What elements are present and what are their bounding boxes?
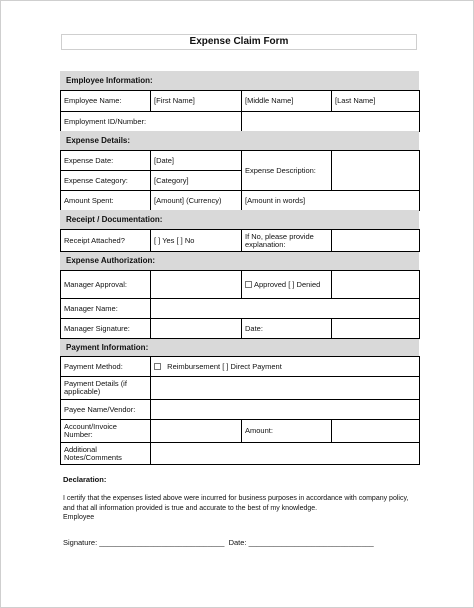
payment-method-label: Payment Method: bbox=[61, 357, 151, 377]
payee-name-label: Payee Name/Vendor: bbox=[61, 400, 151, 420]
signature-date-line[interactable]: Signature: ______________________________ Date: ______________________________ bbox=[63, 538, 374, 547]
last-name-field[interactable]: [Last Name] bbox=[332, 91, 420, 112]
reimbursement-checkbox-icon[interactable] bbox=[154, 363, 161, 370]
authorization-date-label: Date: bbox=[242, 319, 332, 339]
manager-signature-label: Manager Signature: bbox=[61, 319, 151, 339]
approval-options[interactable] bbox=[242, 271, 332, 299]
expense-category-label: Expense Category: bbox=[61, 171, 151, 191]
expense-date-field[interactable]: [Date] bbox=[151, 151, 242, 171]
payment-details-field[interactable] bbox=[151, 377, 420, 400]
payee-name-field[interactable] bbox=[151, 400, 420, 420]
section-expense-details: Expense Details: bbox=[60, 131, 419, 150]
additional-notes-label: Additional Notes/Comments bbox=[61, 443, 151, 465]
account-invoice-field[interactable] bbox=[151, 420, 242, 443]
manager-name-label: Manager Name: bbox=[61, 299, 151, 319]
payment-method-options[interactable] bbox=[151, 357, 420, 377]
payment-amount-label: Amount: bbox=[242, 420, 332, 443]
section-receipt-documentation: Receipt / Documentation: bbox=[60, 210, 419, 229]
expense-date-label: Expense Date: bbox=[61, 151, 151, 171]
receipt-yes-no-options[interactable]: [ ] Yes [ ] No bbox=[151, 230, 242, 252]
employee-table bbox=[60, 90, 420, 132]
receipt-explanation-label: If No, please provide explanation: bbox=[242, 230, 332, 252]
first-name-field[interactable]: [First Name] bbox=[151, 91, 242, 112]
amount-in-words-field[interactable]: [Amount in words] bbox=[242, 191, 420, 211]
manager-approval-field[interactable] bbox=[151, 271, 242, 299]
approved-checkbox-icon[interactable] bbox=[245, 281, 252, 288]
receipt-table bbox=[60, 229, 420, 252]
amount-spent-label: Amount Spent: bbox=[61, 191, 151, 211]
declaration-employee: Employee bbox=[63, 514, 95, 521]
additional-notes-field[interactable] bbox=[151, 443, 420, 465]
section-payment-information: Payment Information: bbox=[60, 339, 419, 356]
amount-spent-field[interactable]: [Amount] (Currency) bbox=[151, 191, 242, 211]
authorization-table bbox=[60, 270, 420, 339]
receipt-explanation-field[interactable] bbox=[332, 230, 420, 252]
declaration-heading: Declaration: bbox=[63, 475, 107, 484]
declaration-body bbox=[63, 494, 417, 523]
payment-method-options-text: Reimbursement [ ] Direct Payment bbox=[167, 361, 282, 371]
manager-signature-field[interactable] bbox=[151, 319, 242, 339]
account-invoice-label: Account/Invoice Number: bbox=[61, 420, 151, 443]
approval-extra-field[interactable] bbox=[332, 271, 420, 299]
payment-table bbox=[60, 356, 420, 465]
expense-table bbox=[60, 150, 420, 211]
employee-name-label: Employee Name: bbox=[61, 91, 151, 112]
expense-description-field[interactable] bbox=[332, 151, 420, 191]
section-expense-authorization: Expense Authorization: bbox=[60, 252, 419, 270]
expense-description-label: Expense Description: bbox=[242, 151, 332, 191]
employment-id-label: Employment ID/Number: bbox=[61, 112, 242, 132]
expense-category-field[interactable]: [Category] bbox=[151, 171, 242, 191]
approval-options-text: Approved [ ] Denied bbox=[254, 279, 321, 289]
payment-amount-field[interactable] bbox=[332, 420, 420, 443]
receipt-attached-label: Receipt Attached? bbox=[61, 230, 151, 252]
form-title: Expense Claim Form bbox=[61, 34, 417, 50]
declaration-text: I certify that the expenses listed above were incurred for business purposes in accordance with company policy, and that all information provided is true and accurate to the best of my knowledge. bbox=[63, 495, 409, 512]
manager-approval-label: Manager Approval: bbox=[61, 271, 151, 299]
manager-name-field[interactable] bbox=[151, 299, 420, 319]
payment-details-label: Payment Details (if applicable) bbox=[61, 377, 151, 400]
middle-name-field[interactable]: [Middle Name] bbox=[242, 91, 332, 112]
authorization-date-field[interactable] bbox=[332, 319, 420, 339]
employment-id-field[interactable] bbox=[242, 112, 420, 132]
section-employee-information: Employee Information: bbox=[60, 71, 419, 90]
